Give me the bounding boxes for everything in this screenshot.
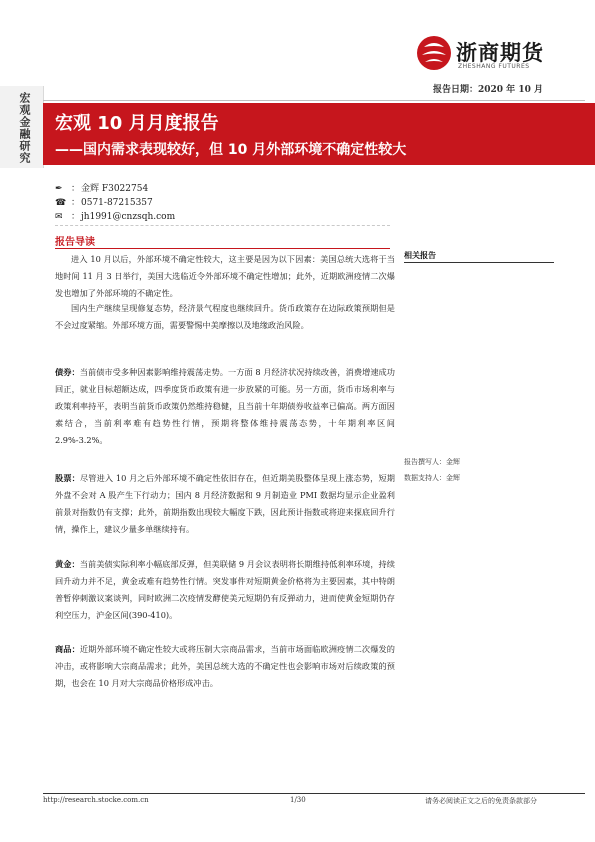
report-subtitle: ——国内需求表现较好，但 10 月外部环境不确定性较大 [55,142,407,158]
report-title: 宏观 10 月月度报告 [55,113,219,134]
intro-paragraph-2: 国内生产继续呈现修复态势，经济景气程度也继续回升。货币政策存在边际政策预期但是不会过度紧缩。外部环境方面，需要警惕中美摩擦以及地缘政治风险。 [55,303,395,330]
title-banner [43,103,595,165]
pen-icon: ✒ [55,184,63,194]
supporter-label: 数据支持人： [404,474,446,482]
contact-author: ✒ ：金辉 F3022754 [55,184,149,194]
data-supporter [404,473,460,483]
logo-mark-icon [416,35,452,71]
bond-paragraph [55,364,395,449]
email-address[interactable]: jh1991@cnzsqh.com [81,212,176,222]
contact-phone: ☎ ：0571-87215357 [55,198,153,208]
commodity-paragraph [55,641,395,692]
contact-divider [55,225,390,226]
report-writer [404,457,460,467]
commodity-text: 近期外部环境不确定性较大或将压制大宗商品需求，当前市场面临欧洲疫情二次爆发的冲击，或将影响大宗商品需求；此外，美国总统大选的不确定性也会影响市场对后续政策的预期，也会在 10 月对大宗商品价格形成冲击。 [55,644,395,688]
intro-paragraph-1: 进入 10 月以后，外部环境不确定性较大，这主要是因为以下因素：美国总统大选将于当地时间 11 月 3 日举行，美国大选临近令外部环境不确定性增加；此外，近期欧洲疫情二次爆发也增加了外部环境的不确定性。 [55,254,395,298]
company-logo [416,35,566,75]
related-reports-heading: 相关报告 [404,251,436,260]
gold-paragraph [55,556,395,624]
contact-email: ✉ ：jh1991@cnzsqh.com [55,212,176,222]
gold-text: 当前美债实际利率小幅底部反弹，但美联储 9 月会议表明将长期维持低利率环境，持续回升动力并不足，黄金或难有趋势性行情。突发事件对短期黄金价格将为主要因素，其中特朗普暂停刺激议案谈判，同时欧洲二次疫情发酵使美元短期仍有反弹动力，进而使黄金短期仍存利空压力，沪金区间(390-410)。 [55,559,395,620]
page-number: 1/30 [290,796,306,804]
stock-paragraph [55,470,395,538]
logo-english-name: ZHESHANG FUTURES [458,63,530,70]
header-divider [43,100,585,101]
author-name: 金辉 F3022754 [81,184,149,194]
phone-number: 0571-87215357 [81,198,153,208]
category-tab [0,86,44,168]
email-icon: ✉ [55,212,63,222]
logo-name: 浙商期货 [456,41,544,65]
supporter-value: 金辉 [446,474,460,482]
writer-label: 报告撰写人： [404,458,446,466]
disclaimer-note: 请务必阅读正文之后的免责条款部分 [425,797,537,805]
bond-lead: 债券： [55,367,80,377]
gold-lead: 黄金： [55,559,80,569]
writer-value: 金辉 [446,458,460,466]
commodity-lead: 商品： [55,644,80,654]
section-heading: 报告导读 [55,237,95,248]
stock-text: 尽管进入 10 月之后外部环境不确定性依旧存在，但近期美股整体呈现上涨态势，短期外盘不会对 A 股产生下行动力；国内 8 月经济数据和 9 月制造业 PMI 数据均显示企业盈利前景对指数仍有支撑；此外，前期指数出现较大幅度下跌，因此预计指数或将迎来探底回升行情，操作上，建议少量多单继续持有。 [55,473,395,534]
footer-url[interactable]: http://research.stocke.com.cn [43,796,149,804]
bond-text: 当前债市受多种因素影响维持震荡走势。一方面 8 月经济状况持续改善，消费增速成功回正，就业目标超额达成，四季度货币政策有进一步放紧的可能。另一方面，货币市场利率与政策利率持平，表明当前货币政策仍然维持稳健，且当前十年期债券收益率已偏高。两方面因素结合，当前利率难有趋势性行情，预期将整体维持震荡态势，十年期利率区间 2.9%-3.2%。 [55,367,395,445]
phone-icon: ☎ [55,198,67,208]
stock-lead: 股票： [55,473,80,483]
report-date: 报告日期：2020 年 10 月 [433,85,543,95]
section-divider [55,248,390,249]
footer-divider [43,793,585,794]
related-reports-divider [404,262,554,263]
category-label: 宏观金融研究 [18,92,31,164]
